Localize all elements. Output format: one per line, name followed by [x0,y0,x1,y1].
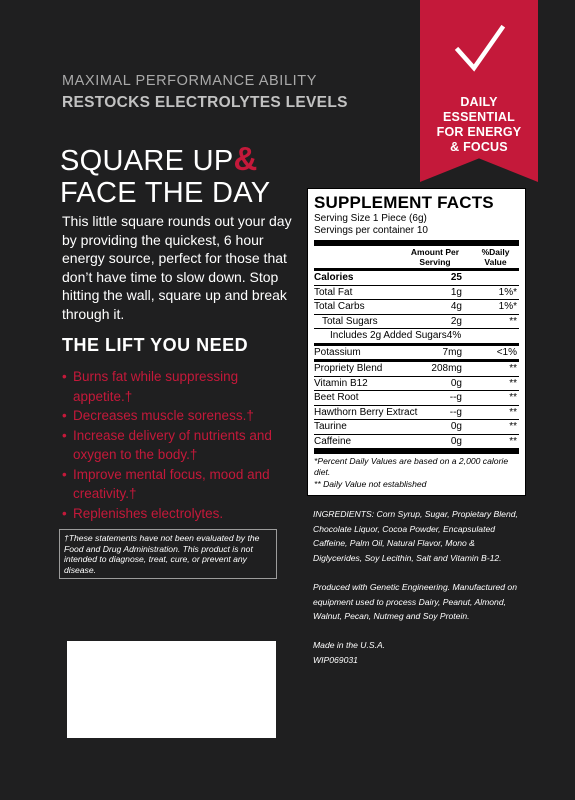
lift-title: THE LIFT YOU NEED [62,335,249,355]
table-row: Potassium 7mg <1% [314,346,517,358]
ingredients-block [313,507,525,668]
product-code: WIP069031 [313,654,358,665]
tagline-electrolytes: RESTOCKS ELECTROLYTES LEVELS [62,94,348,111]
table-row: Vitamin B12 0g ** [314,377,517,389]
footnote-daily-values: *Percent Daily Values are based on a 2,000 calorie diet. [314,456,509,477]
bullet: • [62,408,67,423]
bullet: • [62,505,67,521]
facts-header-row [314,246,519,268]
headline [60,140,271,209]
servings-per-container: Servings per container 10 [314,224,428,236]
table-row: Propriety Blend 208mg ** [314,363,517,374]
ribbon-line: & FOCUS [450,140,508,154]
table-row: Caffeine 0g ** [314,435,517,447]
ribbon-line: FOR ENERGY [436,125,522,139]
supplement-facts-panel [307,188,526,496]
allergen-statement: Produced with Genetic Engineering. Manufactured on equipment used to process Dairy, Peanut, Almond, Walnut, Pecan, Nutmeg and Soy Protein. [313,581,517,622]
made-in: Made in the U.S.A. [313,640,386,651]
table-row: Total Fat 1g 1%* [314,286,517,298]
list-item: • Burns fat while suppressing appetite.† [62,369,239,404]
serving-size: Serving Size 1 Piece (6g) [314,213,427,224]
table-row: Beet Root --g ** [314,392,517,403]
facts-title: SUPPLEMENT FACTS [314,193,494,212]
tagline-performance: MAXIMAL PERFORMANCE ABILITY [62,73,317,89]
bullet: • [62,369,67,384]
intro-paragraph: This little square rounds out your day by providing the quickest, 6 hour energy source, perfect for those that don’t have time to slow down. Stop hitting the wall, square up and break through it. [62,213,292,322]
headline-line-2: FACE THE DAY [60,177,271,209]
ribbon-line: DAILY [460,95,498,109]
list-item: • Improve mental focus, mood and creativity.† [62,466,270,501]
table-row: Total Sugars 2g ** [314,314,519,329]
table-row: Taurine 0g ** [314,421,517,432]
headline-line-1: SQUARE UP [60,145,234,177]
added-sugars-row: Includes 2g Added Sugars4% [314,328,519,343]
col-amount: Amount Per Serving [410,247,460,267]
ingredients-list: INGREDIENTS: Corn Syrup, Sugar, Propietary Blend, Chocolate Liquor, Cocoa Powder, Encapsulated Caffeine, Palm Oil, Natural Flavor, Mono & Diglycerides, Soy Lecithin, Salt and Vitamin B-12. [313,509,518,563]
list-item: • Decreases muscle soreness.† [62,406,294,426]
headline-ampersand: & [233,140,258,177]
blank-label-area [67,641,276,738]
table-row: Total Carbs 4g 1%* [314,301,517,312]
ribbon-line: ESSENTIAL [443,110,515,124]
bullet: • [62,466,67,482]
table-row: Calories 25 [314,272,462,283]
col-daily-value: %Daily Value [481,247,510,267]
fda-disclaimer: †These statements have not been evaluated by the Food and Drug Administration. This product is not intended to diagnose, treat, cure, or prevent any disease. [59,529,277,579]
list-item: • Replenishes electrolytes. [62,504,294,524]
checkmark-icon [452,22,508,78]
footnote-not-established: ** Daily Value not established [314,479,427,489]
list-item: • Increase delivery of nutrients and oxygen to the body.† [62,427,272,462]
benefits-list [62,367,294,523]
ribbon-text [420,95,538,155]
bullet: • [62,427,67,443]
facts-footnotes [314,454,519,490]
table-row: Hawthorn Berry Extract --g ** [314,406,517,418]
